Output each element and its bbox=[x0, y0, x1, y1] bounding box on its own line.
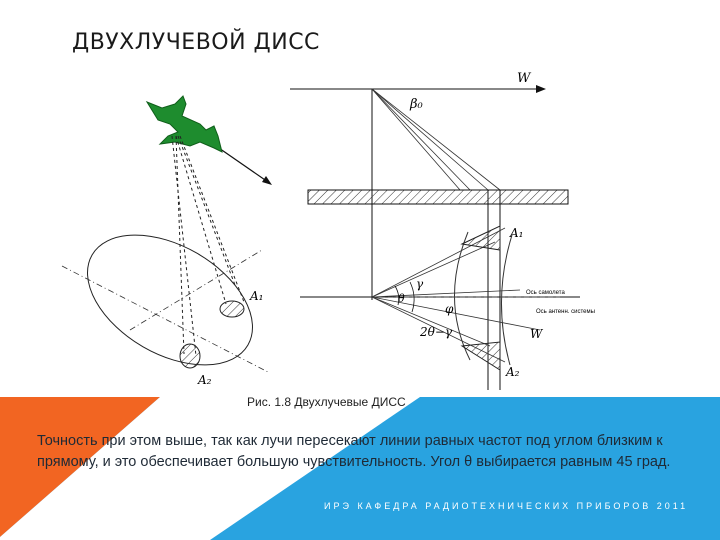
label-w-top: W bbox=[517, 71, 531, 86]
label-a2-right: A₂ bbox=[506, 365, 520, 379]
label-w-right: W bbox=[530, 327, 543, 341]
label-phi: φ bbox=[445, 302, 454, 316]
label-a2-left: A₂ bbox=[198, 373, 212, 387]
page-title: ДВУХЛУЧЕВОЙ ДИСС bbox=[72, 30, 320, 55]
footer-text: ИРЭ КАФЕДРА РАДИОТЕХНИЧЕСКИХ ПРИБОРОВ 2011 bbox=[324, 501, 689, 511]
aircraft-beams-figure bbox=[62, 96, 275, 392]
label-gamma: γ bbox=[416, 277, 424, 291]
figure-caption: Рис. 1.8 Двухлучевые ДИСС bbox=[247, 395, 406, 409]
label-axis-aircraft: Ось самолета bbox=[526, 290, 565, 296]
label-2theta-gamma: 2θ−γ bbox=[420, 325, 453, 339]
label-theta: θ bbox=[398, 292, 405, 305]
aircraft-icon bbox=[147, 96, 222, 152]
label-a1-left: A₁ bbox=[250, 289, 264, 303]
label-a1-right: A₁ bbox=[510, 226, 524, 240]
geometry-figure bbox=[290, 71, 595, 390]
body-text: Точность при этом выше, так как лучи пересекают линии равных частот под углом близким к прямому, и это обеспечивает большую чувствительность. Угол θ выбирается равным 45 град. bbox=[37, 433, 671, 470]
label-axis-antenna: Ось антенн. системы bbox=[536, 309, 595, 315]
label-beta0: β₀ bbox=[410, 97, 423, 112]
